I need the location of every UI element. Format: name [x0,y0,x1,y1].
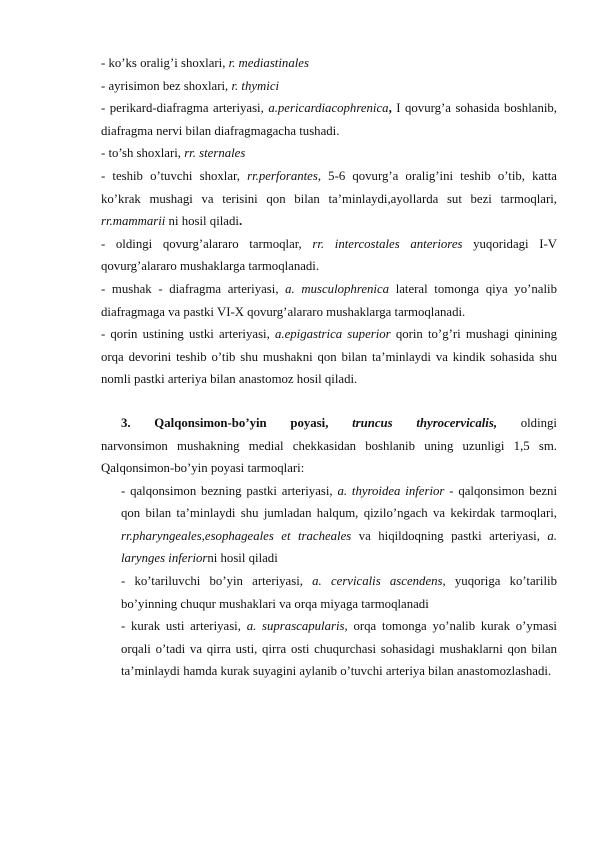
latin-term: rr.mammarii [101,214,166,229]
latin-term: a. cervicalis ascendens, [312,574,446,589]
list-item: - perikard-diafragma arteriyasi, a.pericardiacophrenica, I qovurg’a sohasida boshlanib, diafragma nervi bilan diafragmagacha tushadi. [101,101,557,138]
paragraph-gap [101,391,557,412]
latin-term: a. musculophrenica [285,281,390,296]
list-item: - teshib o’tuvchi shoxlar, rr.perforantes, 5-6 qovurg’a oralig’ini teshib o’tib, katta ko’krak mushagi va terisini qon bilan ta’minlaydi,ayollarda sut bezi tarmoqlari, rr.mammarii ni hosil qiladi. [101,168,557,229]
section-number: 3. [121,415,131,430]
list-item: - oldingi qovurg’alararo tarmoqlar, rr. intercostales anteriores yuqoridagi I-V qovurg’alararo mushaklarga tarmoqlanadi. [101,236,557,274]
list-item: - qorin ustining ustki arteriyasi, a.epigastrica superior qorin to’g’ri mushagi qinining orqa devorini teshib o’tib shu mushakni qon bilan ta’minlaydi va kindik sohasida shu nomli pastki arteriya bilan anastomoz hosil qiladi. [101,327,557,387]
section-text-first-word: oldingi [520,415,557,430]
latin-term: rr. sternales [184,146,246,161]
list-item: - ayrisimon bez shoxlari, r. thymici [101,78,280,93]
latin-term: r. thymici [231,78,280,93]
sub-list-item: - ko’tariluvchi bo’yin arteriyasi, a. cervicalis ascendens, yuqoriga ko’tarilib bo’yinning chuqur mushaklari va orqa miyaga tarmoqlanadi [121,574,557,611]
latin-term: r. mediastinales [228,56,309,70]
list-item: - mushak - diafragma arteriyasi, a. musculophrenica lateral tomonga qiya yo’nalib diafragmaga va pastki VI-X qovurg’alararo mushaklarga tarmoqlanadi. [101,281,557,319]
sub-list-item: - qalqonsimon bezning pastki arteriyasi, a. thyroidea inferior - qalqonsimon bezni qon bilan ta’minlaydi shu jumladan halqum, qizilo’ngach va kekirdak tarmoqlari, rr.pharyngeales,esophageales et tracheales va hiqildoqning pastki arteriyasi, a. larynges inferiorni hosil qiladi [121,483,558,566]
latin-term: rr.perforantes, [247,168,322,183]
sub-list-item: - kurak usti arteriyasi, a. suprascapularis, orqa tomonga yo’nalib kurak o’ymasi orqali o’tadi va qirra usti, qirra osti chuqurchasi sohasidagi mushaklarni qon bilan ta’minlaydi hamda kurak suyagini aylanib o’tuvchi arteriya bilan anastomozlashadi. [121,619,557,679]
latin-term: a.epigastrica superior [274,327,391,342]
section-heading [101,412,557,435]
latin-term: rr. intercostales anteriores [312,236,463,251]
list-item: - to’sh shoxlari, rr. sternales [101,146,246,161]
latin-term: a. larynges inferior [121,528,557,566]
latin-term: a. suprascapularis, [246,619,348,634]
section-latin-word-1: truncus [352,415,393,430]
latin-term: a. thyroidea inferior [337,483,445,498]
list-item: - ko’ks oralig’i shoxlari, r. mediastinales [101,56,309,70]
latin-term: a.pericardiacophrenica [268,101,389,116]
section-latin-word-2: thyrocervicalis, [416,415,498,430]
section-title-word-1: Qalqonsimon-bo’yin [154,415,267,430]
section-title-word-2: poyasi, [290,415,329,430]
section-body: narvonsimon mushakning medial chekkasidan boshlanib uning uzunligi 1,5 sm. Qalqonsimon-bo’yin poyasi tarmoqlari: [101,438,557,476]
latin-term: rr.pharyngeales,esophageales et tracheales [121,528,352,543]
document-page [101,52,557,683]
